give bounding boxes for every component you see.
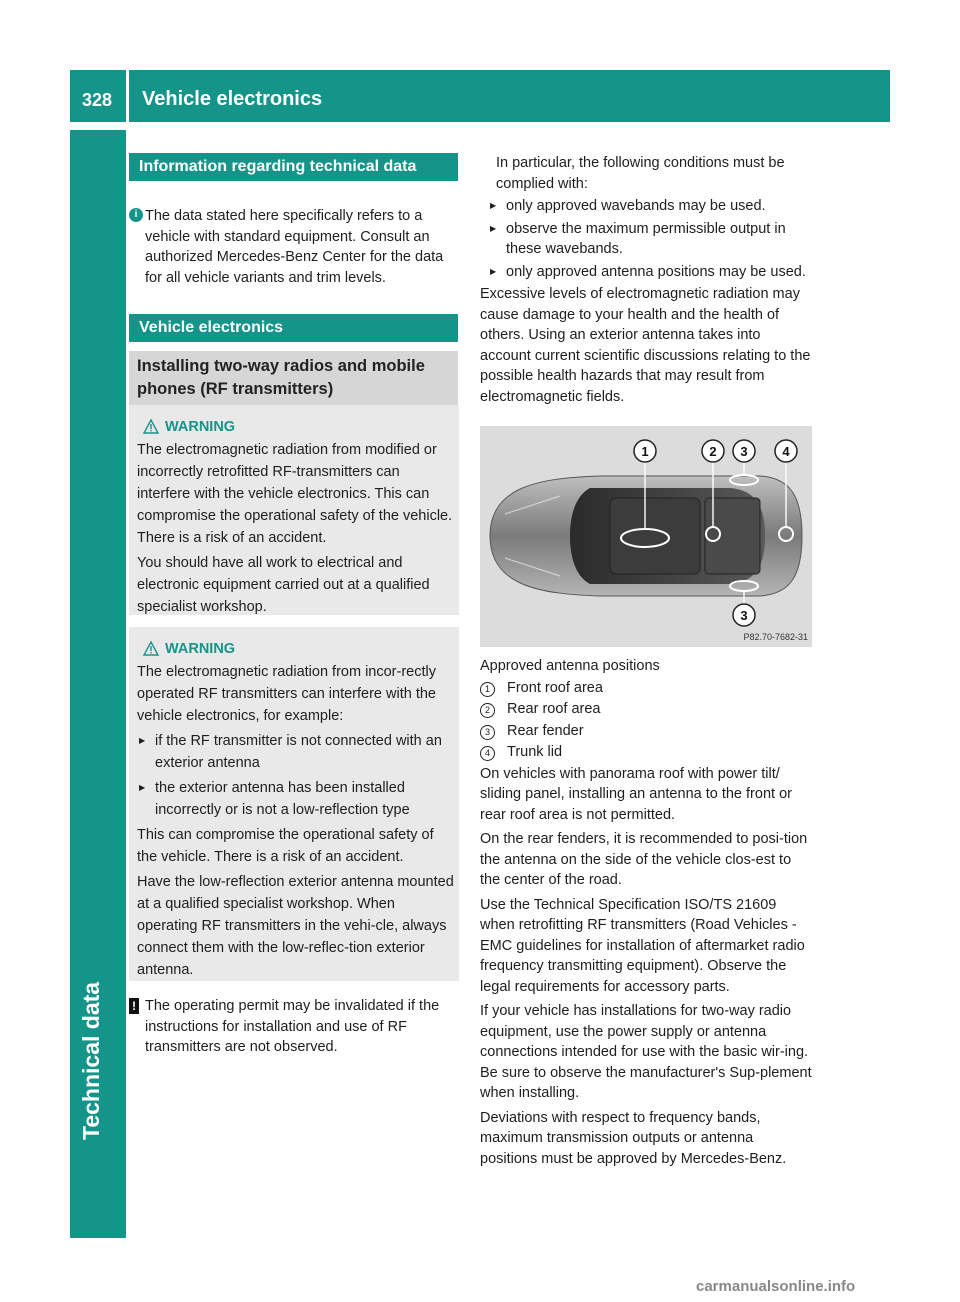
legend-number: 1 [480, 682, 495, 697]
section-heading [129, 314, 458, 342]
condition-bullet: ▶ observe the maximum permissible output in these wavebands. [480, 219, 812, 260]
radiation-paragraph: Excessive levels of electromagnetic radiation may cause damage to your health and the health of others. Using an exterior antenna takes into account current scientific discussions relating to the possible health hazards that may result from electromagnetic fields. [480, 286, 811, 405]
warning-paragraph: You should have all work to electrical and electronic equipment carried out at a qualified specialist workshop. [137, 555, 430, 615]
paragraph: Use the Technical Specification ISO/TS 21609 when retrofitting RF transmitters (Road Vehicles - EMC guidelines for installation of aftermarket radio frequency transmitting equipment). Observe the legal requirements for accessory parts. [480, 896, 805, 995]
warning-bullet: ▶ the exterior antenna has been installed incorrectly or is not a low-reflection type [137, 777, 455, 821]
right-column-top [480, 153, 812, 407]
warning-label: WARNING [165, 419, 236, 435]
watermark: carmanualsonline.info [696, 1278, 856, 1295]
info-heading [129, 153, 458, 181]
page-number-box [70, 70, 126, 122]
sub-heading-text: Installing two-way radios and mobile phones (RF transmitters) [137, 357, 425, 398]
antenna-positions-figure [480, 426, 812, 647]
side-tab [70, 130, 126, 1238]
paragraph: On vehicles with panorama roof with power tilt/ sliding panel, installing an antenna to the front or rear roof area is not permitted. [480, 765, 792, 823]
warning-header [143, 417, 235, 438]
warning-body [137, 661, 455, 984]
page-title: Vehicle electronics [142, 88, 323, 110]
warning-box-2 [129, 627, 459, 981]
section-heading-text: Vehicle electronics [139, 319, 284, 336]
condition-bullet: ▶ only approved wavebands may be used. [480, 196, 812, 217]
warning-triangle-icon [143, 641, 159, 656]
legend-item [480, 699, 812, 720]
header-bar [129, 70, 890, 122]
svg-text:3: 3 [740, 444, 748, 459]
warning-header [143, 639, 235, 660]
exclamation-icon: ! [129, 998, 139, 1014]
svg-text:2: 2 [709, 444, 717, 459]
legend-label: Rear fender [507, 722, 584, 739]
legend-label: Trunk lid [507, 744, 563, 760]
sub-heading [129, 351, 458, 405]
legend-number: 3 [480, 725, 495, 740]
warning-paragraph: The electromagnetic radiation from modified or incorrectly retrofitted RF-transmitters can interfere with the vehicle electronics. This can compromise the operational safety of the vehicle. There is a risk of an accident. [137, 442, 453, 546]
paragraph: Deviations with respect to frequency bands, maximum transmission outputs or antenna positions must be approved by Mercedes-Benz. [480, 1109, 787, 1167]
conditions-intro: In particular, the following conditions must be complied with: [496, 155, 785, 192]
warning-bullet: ▶ if the RF transmitter is not connected with an exterior antenna [137, 730, 455, 774]
car-top-view-image [480, 426, 812, 647]
legend-item [480, 721, 812, 742]
figure-caption: Approved antenna positions [480, 658, 660, 674]
right-column-bottom [480, 656, 812, 1173]
info-heading-text: Information regarding technical data [139, 158, 417, 175]
legend-item [480, 742, 812, 763]
legend-item [480, 678, 812, 699]
figure-code: P82.70-7682-31 [743, 632, 808, 642]
warning-box-1 [129, 405, 459, 615]
legend-number: 2 [480, 703, 495, 718]
side-tab-label: Technical data [78, 981, 104, 1140]
legend-label: Front roof area [507, 679, 603, 696]
warning-body [137, 439, 455, 621]
legend-number: 4 [480, 746, 495, 761]
paragraph: On the rear fenders, it is recommended to posi-tion the antenna on the side of the vehicle clos-est to the center of the road. [480, 831, 808, 888]
warning-paragraph: Have the low-reflection exterior antenna mounted at a qualified specialist workshop. When operating RF transmitters in the vehi-cle, always connect them with the low-reflec-tion exterior antenna. [137, 874, 454, 978]
warning-triangle-icon [143, 419, 159, 434]
svg-text:1: 1 [641, 444, 649, 459]
info-icon: i [129, 208, 143, 222]
condition-bullet: ▶ only approved antenna positions may be used. [480, 262, 812, 283]
paragraph: If your vehicle has installations for two-way radio equipment, use the power supply or antenna connections intended for use with the basic wir-ing. Be sure to observe the manufacturer's Sup-plement when installing. [480, 1003, 812, 1101]
warning-label: WARNING [165, 641, 236, 657]
info-text: The data stated here specifically refers to a vehicle with standard equipment. Consult an authorized Mercedes-Benz Center for the data for all vehicle variants and trim levels. [145, 208, 444, 286]
svg-text:4: 4 [782, 444, 790, 459]
legend-label: Rear roof area [507, 701, 601, 717]
svg-text:3: 3 [740, 608, 748, 623]
warning-paragraph: The electromagnetic radiation from incor-rectly operated RF transmitters can interfere with the vehicle electronics, for example: [137, 664, 436, 724]
note-text: The operating permit may be invalidated if the instructions for installation and use of RF transmitters are not observed. [145, 998, 440, 1055]
page-number: 328 [82, 90, 113, 110]
warning-paragraph: This can compromise the operational safety of the vehicle. There is a risk of an accident. [137, 827, 434, 865]
